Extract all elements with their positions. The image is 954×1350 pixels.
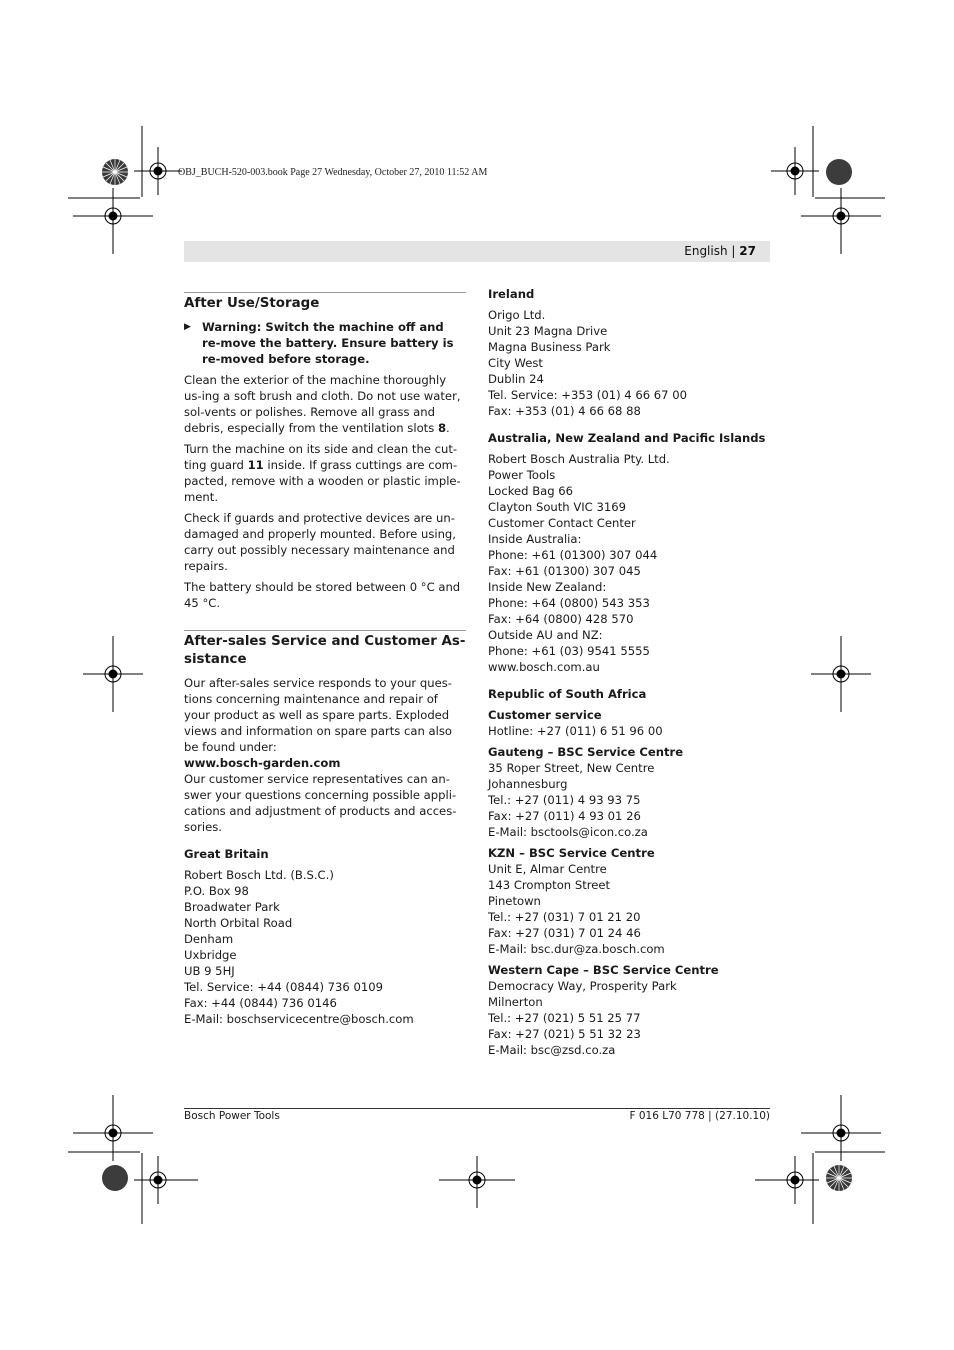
triangle-bullet-icon: ▶ xyxy=(184,322,191,332)
text: Turn the machine on its side and clean the cut-ting guard xyxy=(184,442,458,472)
subtitle-gauteng: Gauteng – BSC Service Centre xyxy=(488,745,684,759)
text: Clean the exterior of the machine thoroughly us-ing a soft brush and cloth. Do not use water, sol-vents or polishes. Remove all grass and debris, especially from the ventilation slots xyxy=(184,373,461,435)
address-line: Broadwater Park xyxy=(184,900,280,914)
address-line: Pinetown xyxy=(488,894,541,908)
address-line: 143 Crompton Street xyxy=(488,878,611,892)
page-number: 27 xyxy=(739,244,756,258)
address-line: Democracy Way, Prosperity Park xyxy=(488,979,677,993)
address-line: Phone: +61 (03) 9541 5555 xyxy=(488,644,650,658)
footer-left: Bosch Power Tools xyxy=(184,1110,280,1122)
address-line: 35 Roper Street, New Centre xyxy=(488,761,655,775)
address-line: Denham xyxy=(184,932,234,946)
address-line: Origo Ltd. xyxy=(488,308,546,322)
section-title-service: After-sales Service and Customer As-sistance xyxy=(184,634,466,667)
subtitle-kzn: KZN – BSC Service Centre xyxy=(488,846,655,860)
address-line: E-Mail: bsc@zsd.co.za xyxy=(488,1043,616,1057)
address-line: P.O. Box 98 xyxy=(184,884,249,898)
address-line: Fax: +61 (01300) 307 045 xyxy=(488,564,641,578)
address-line: UB 9 5HJ xyxy=(184,964,235,978)
address-line: Dublin 24 xyxy=(488,372,544,386)
address-line: Fax: +27 (031) 7 01 24 46 xyxy=(488,926,641,940)
paragraph-guards: Check if guards and protective devices are un-damaged and properly mounted. Before using, carry out possibly necessary maintenance and repairs. xyxy=(184,511,456,573)
address-line: Robert Bosch Ltd. (B.S.C.) xyxy=(184,868,334,882)
header-language: English xyxy=(684,244,728,258)
address-line: Tel.: +27 (031) 7 01 21 20 xyxy=(488,910,641,924)
subtitle-customer-service: Customer service xyxy=(488,708,602,722)
country-title-ireland: Ireland xyxy=(488,287,535,301)
address-line: Hotline: +27 (011) 6 51 96 00 xyxy=(488,724,663,738)
address-line: Inside New Zealand: xyxy=(488,580,607,594)
ref-number: 8 xyxy=(437,421,447,435)
address-line: Fax: +44 (0844) 736 0146 xyxy=(184,996,337,1010)
paragraph-battery: The battery should be stored between 0 °C and 45 °C. xyxy=(184,580,461,610)
address-line: Tel. Service: +44 (0844) 736 0109 xyxy=(184,980,383,994)
section-title-after-use: After Use/Storage xyxy=(184,296,320,311)
address-line: Milnerton xyxy=(488,995,543,1009)
address-line: E-Mail: boschservicecentre@bosch.com xyxy=(184,1012,414,1026)
paragraph-service: Our after-sales service responds to your ques-tions concerning maintenance and repair of your product as well as spare parts. Exploded views and information on spare parts can also be found under: xyxy=(184,676,452,754)
address-line: Tel.: +27 (011) 4 93 93 75 xyxy=(488,793,641,807)
address-line: Power Tools xyxy=(488,468,556,482)
color-bar-discs xyxy=(102,159,852,1191)
country-title-south-africa: Republic of South Africa xyxy=(488,687,647,701)
address-line: Johannesburg xyxy=(488,777,568,791)
address-line: E-Mail: bsctools@icon.co.za xyxy=(488,825,648,839)
ref-number: 11 xyxy=(247,458,264,472)
text: inside. If grass cuttings are com-pacted, remove with a wooden or plastic imple-ment. xyxy=(184,458,461,504)
country-title-gb: Great Britain xyxy=(184,847,269,861)
footer-right: F 016 L70 778 | (27.10.10) xyxy=(629,1110,770,1122)
registration-targets xyxy=(73,147,881,1208)
address-line: Tel.: +27 (021) 5 51 25 77 xyxy=(488,1011,641,1025)
address-line: Magna Business Park xyxy=(488,340,611,354)
address-line: Clayton South VIC 3169 xyxy=(488,500,626,514)
print-info: OBJ_BUCH-520-003.book Page 27 Wednesday, October 27, 2010 11:52 AM xyxy=(178,167,488,178)
address-line: Inside Australia: xyxy=(488,532,582,546)
address-line: Fax: +27 (011) 4 93 01 26 xyxy=(488,809,641,823)
address-line: Phone: +61 (01300) 307 044 xyxy=(488,548,658,562)
address-line: E-Mail: bsc.dur@za.bosch.com xyxy=(488,942,665,956)
service-url: www.bosch-garden.com xyxy=(184,756,341,770)
address-line: City West xyxy=(488,356,543,370)
address-line: Outside AU and NZ: xyxy=(488,628,603,642)
header-separator: | xyxy=(731,244,736,258)
address-line: Uxbridge xyxy=(184,948,237,962)
text: . xyxy=(446,421,450,435)
address-line: Fax: +353 (01) 4 66 68 88 xyxy=(488,404,641,418)
address-line: Customer Contact Center xyxy=(488,516,636,530)
address-line: www.bosch.com.au xyxy=(488,660,600,674)
subtitle-western-cape: Western Cape – BSC Service Centre xyxy=(488,963,719,977)
paragraph-representatives: Our customer service representatives can an-swer your questions concerning possible appli-cations and adjustment of products and acces-sories. xyxy=(184,772,457,834)
address-line: Tel. Service: +353 (01) 4 66 67 00 xyxy=(488,388,687,402)
address-line: Fax: +27 (021) 5 51 32 23 xyxy=(488,1027,641,1041)
country-title-australia: Australia, New Zealand and Pacific Islands xyxy=(488,431,766,445)
address-line: Fax: +64 (0800) 428 570 xyxy=(488,612,634,626)
address-line: Locked Bag 66 xyxy=(488,484,574,498)
address-line: North Orbital Road xyxy=(184,916,293,930)
address-line: Unit E, Almar Centre xyxy=(488,862,607,876)
address-line: Unit 23 Magna Drive xyxy=(488,324,608,338)
address-line: Phone: +64 (0800) 543 353 xyxy=(488,596,650,610)
warning-text: Warning: Switch the machine off and re-move the battery. Ensure battery is re-moved before storage. xyxy=(202,320,454,366)
address-line: Robert Bosch Australia Pty. Ltd. xyxy=(488,452,670,466)
